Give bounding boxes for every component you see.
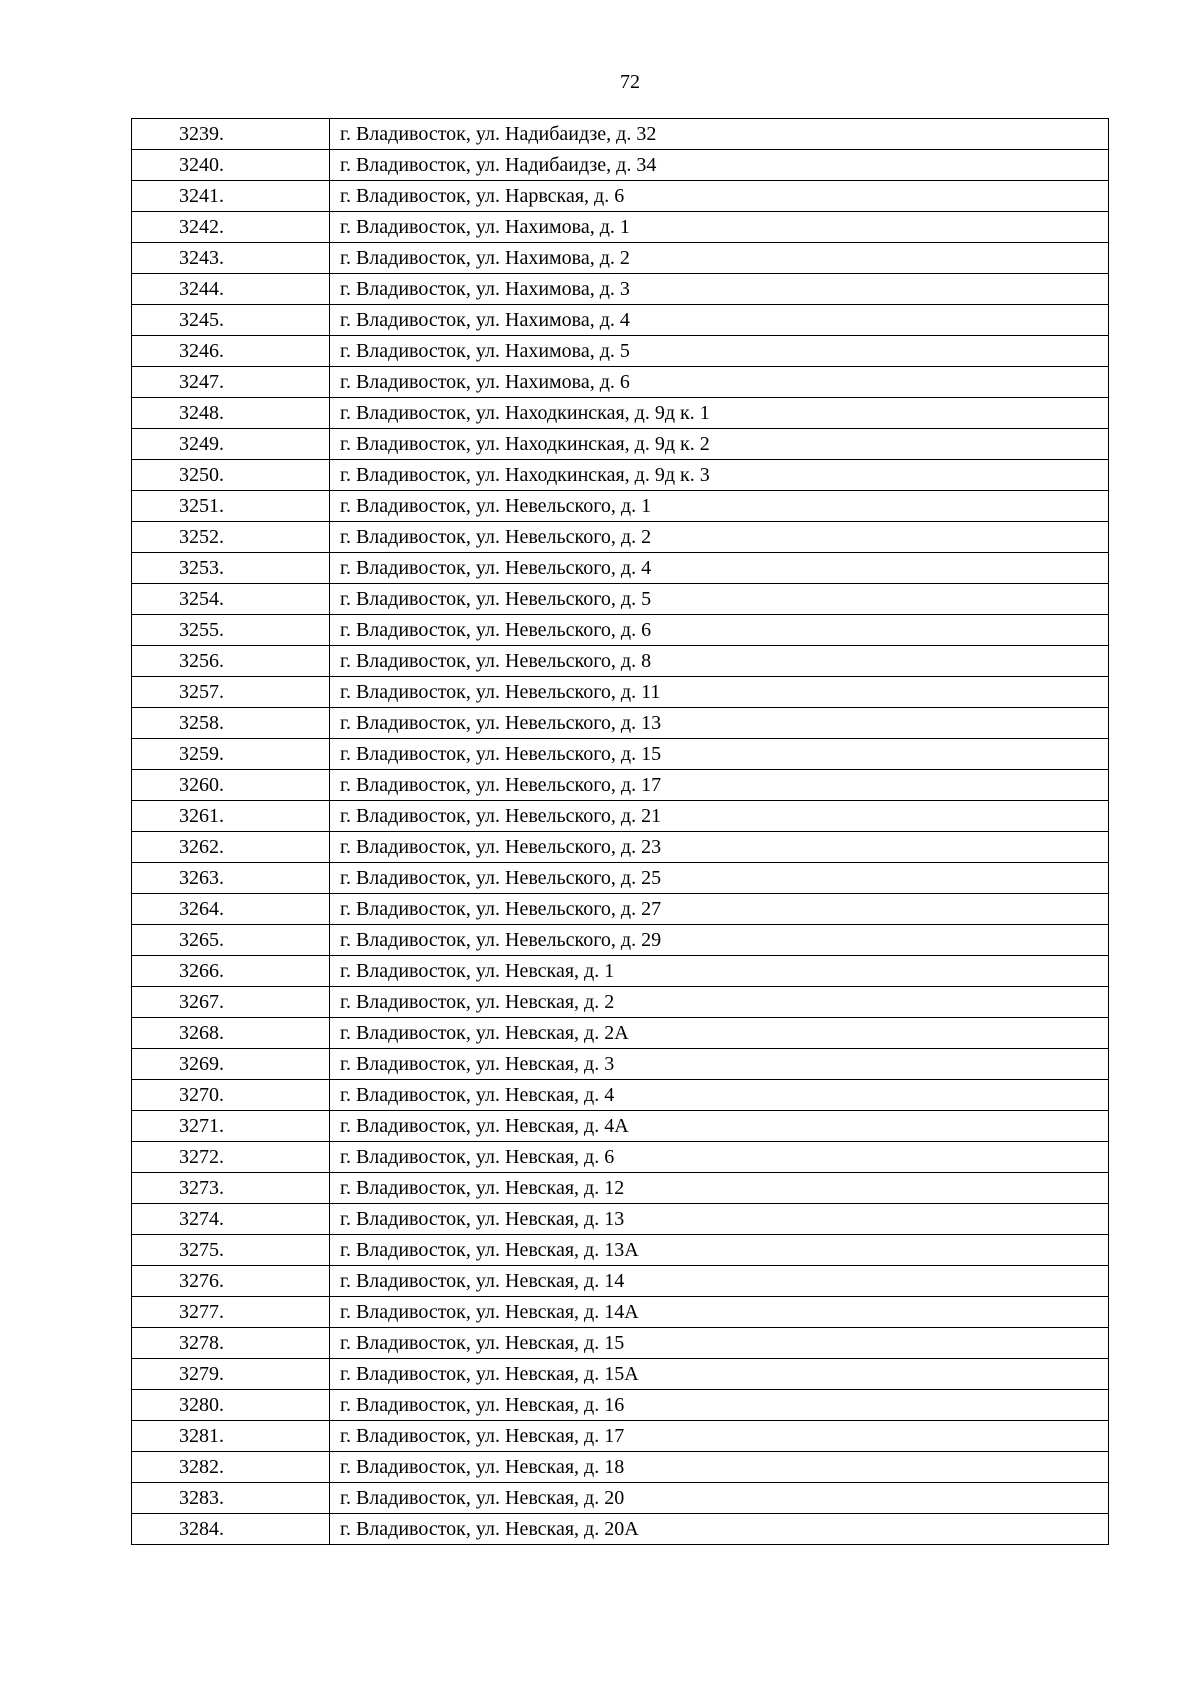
table-row: [132, 336, 1109, 367]
row-number: 3250.: [132, 460, 330, 491]
row-number: 3279.: [132, 1359, 330, 1390]
table-row: [132, 1328, 1109, 1359]
row-number: 3266.: [132, 956, 330, 987]
row-address: г. Владивосток, ул. Нарвская, д. 6: [330, 181, 1109, 212]
row-number: 3280.: [132, 1390, 330, 1421]
row-address: г. Владивосток, ул. Надибаидзе, д. 34: [330, 150, 1109, 181]
row-number: 3264.: [132, 894, 330, 925]
row-number: 3276.: [132, 1266, 330, 1297]
table-row: [132, 770, 1109, 801]
row-address: г. Владивосток, ул. Невская, д. 15: [330, 1328, 1109, 1359]
table-row: [132, 553, 1109, 584]
row-number: 3254.: [132, 584, 330, 615]
row-address: г. Владивосток, ул. Находкинская, д. 9д к. 1: [330, 398, 1109, 429]
row-address: г. Владивосток, ул. Надибаидзе, д. 32: [330, 119, 1109, 150]
row-number: 3269.: [132, 1049, 330, 1080]
table-row: [132, 429, 1109, 460]
table-row: [132, 212, 1109, 243]
table-row: [132, 1390, 1109, 1421]
row-number: 3249.: [132, 429, 330, 460]
row-address: г. Владивосток, ул. Невская, д. 13А: [330, 1235, 1109, 1266]
table-row: [132, 956, 1109, 987]
table-row: [132, 987, 1109, 1018]
row-address: г. Владивосток, ул. Невская, д. 20: [330, 1483, 1109, 1514]
table-row: [132, 615, 1109, 646]
row-number: 3245.: [132, 305, 330, 336]
table-row: [132, 801, 1109, 832]
row-address: г. Владивосток, ул. Невская, д. 4А: [330, 1111, 1109, 1142]
table-row: [132, 491, 1109, 522]
table-row: [132, 1421, 1109, 1452]
row-address: г. Владивосток, ул. Невская, д. 18: [330, 1452, 1109, 1483]
row-address: г. Владивосток, ул. Невская, д. 13: [330, 1204, 1109, 1235]
row-number: 3265.: [132, 925, 330, 956]
row-address: г. Владивосток, ул. Невская, д. 14А: [330, 1297, 1109, 1328]
table-row: [132, 119, 1109, 150]
row-number: 3271.: [132, 1111, 330, 1142]
row-address: г. Владивосток, ул. Невская, д. 1: [330, 956, 1109, 987]
row-address: г. Владивосток, ул. Нахимова, д. 6: [330, 367, 1109, 398]
row-number: 3253.: [132, 553, 330, 584]
table-row: [132, 181, 1109, 212]
row-number: 3273.: [132, 1173, 330, 1204]
row-number: 3251.: [132, 491, 330, 522]
row-address: г. Владивосток, ул. Невельского, д. 27: [330, 894, 1109, 925]
table-row: [132, 367, 1109, 398]
table-row: [132, 739, 1109, 770]
table-row: [132, 584, 1109, 615]
row-address: г. Владивосток, ул. Нахимова, д. 2: [330, 243, 1109, 274]
row-address: г. Владивосток, ул. Находкинская, д. 9д к. 2: [330, 429, 1109, 460]
row-address: г. Владивосток, ул. Невская, д. 2: [330, 987, 1109, 1018]
row-number: 3267.: [132, 987, 330, 1018]
row-address: г. Владивосток, ул. Невельского, д. 8: [330, 646, 1109, 677]
row-address: г. Владивосток, ул. Невская, д. 4: [330, 1080, 1109, 1111]
table-row: [132, 1514, 1109, 1545]
row-number: 3240.: [132, 150, 330, 181]
row-address: г. Владивосток, ул. Невельского, д. 25: [330, 863, 1109, 894]
row-number: 3246.: [132, 336, 330, 367]
row-address: г. Владивосток, ул. Невельского, д. 29: [330, 925, 1109, 956]
row-address: г. Владивосток, ул. Невская, д. 15А: [330, 1359, 1109, 1390]
row-number: 3255.: [132, 615, 330, 646]
row-address: г. Владивосток, ул. Невельского, д. 15: [330, 739, 1109, 770]
row-number: 3256.: [132, 646, 330, 677]
row-address: г. Владивосток, ул. Невельского, д. 5: [330, 584, 1109, 615]
row-number: 3275.: [132, 1235, 330, 1266]
row-number: 3257.: [132, 677, 330, 708]
address-table-body: [132, 119, 1109, 1545]
table-row: [132, 646, 1109, 677]
row-number: 3263.: [132, 863, 330, 894]
row-number: 3239.: [132, 119, 330, 150]
table-row: [132, 1049, 1109, 1080]
table-row: [132, 677, 1109, 708]
table-row: [132, 1359, 1109, 1390]
table-row: [132, 1173, 1109, 1204]
row-number: 3274.: [132, 1204, 330, 1235]
row-address: г. Владивосток, ул. Невская, д. 17: [330, 1421, 1109, 1452]
table-row: [132, 925, 1109, 956]
row-address: г. Владивосток, ул. Невская, д. 20А: [330, 1514, 1109, 1545]
table-row: [132, 1452, 1109, 1483]
row-address: г. Владивосток, ул. Невельского, д. 13: [330, 708, 1109, 739]
table-row: [132, 460, 1109, 491]
table-row: [132, 398, 1109, 429]
row-address: г. Владивосток, ул. Невельского, д. 1: [330, 491, 1109, 522]
table-row: [132, 1142, 1109, 1173]
row-number: 3261.: [132, 801, 330, 832]
table-row: [132, 243, 1109, 274]
row-number: 3282.: [132, 1452, 330, 1483]
row-address: г. Владивосток, ул. Находкинская, д. 9д к. 3: [330, 460, 1109, 491]
row-address: г. Владивосток, ул. Нахимова, д. 5: [330, 336, 1109, 367]
row-number: 3268.: [132, 1018, 330, 1049]
row-address: г. Владивосток, ул. Невельского, д. 2: [330, 522, 1109, 553]
row-number: 3284.: [132, 1514, 330, 1545]
row-address: г. Владивосток, ул. Нахимова, д. 1: [330, 212, 1109, 243]
row-address: г. Владивосток, ул. Невельского, д. 21: [330, 801, 1109, 832]
table-row: [132, 522, 1109, 553]
table-row: [132, 150, 1109, 181]
table-row: [132, 1266, 1109, 1297]
table-row: [132, 1080, 1109, 1111]
table-row: [132, 274, 1109, 305]
row-number: 3281.: [132, 1421, 330, 1452]
row-number: 3242.: [132, 212, 330, 243]
table-row: [132, 708, 1109, 739]
row-address: г. Владивосток, ул. Невельского, д. 6: [330, 615, 1109, 646]
row-number: 3283.: [132, 1483, 330, 1514]
table-row: [132, 894, 1109, 925]
table-row: [132, 1297, 1109, 1328]
row-number: 3258.: [132, 708, 330, 739]
row-number: 3248.: [132, 398, 330, 429]
row-number: 3272.: [132, 1142, 330, 1173]
row-address: г. Владивосток, ул. Невская, д. 3: [330, 1049, 1109, 1080]
row-address: г. Владивосток, ул. Невская, д. 2А: [330, 1018, 1109, 1049]
table-row: [132, 832, 1109, 863]
table-row: [132, 305, 1109, 336]
row-number: 3278.: [132, 1328, 330, 1359]
row-number: 3243.: [132, 243, 330, 274]
row-number: 3259.: [132, 739, 330, 770]
table-row: [132, 1483, 1109, 1514]
row-address: г. Владивосток, ул. Невельского, д. 11: [330, 677, 1109, 708]
row-address: г. Владивосток, ул. Невская, д. 16: [330, 1390, 1109, 1421]
row-number: 3252.: [132, 522, 330, 553]
table-row: [132, 863, 1109, 894]
table-row: [132, 1235, 1109, 1266]
table-row: [132, 1204, 1109, 1235]
page-number: 72: [620, 71, 640, 93]
table-row: [132, 1111, 1109, 1142]
table-row: [132, 1018, 1109, 1049]
row-address: г. Владивосток, ул. Невская, д. 12: [330, 1173, 1109, 1204]
row-address: г. Владивосток, ул. Нахимова, д. 3: [330, 274, 1109, 305]
row-number: 3260.: [132, 770, 330, 801]
row-address: г. Владивосток, ул. Невельского, д. 23: [330, 832, 1109, 863]
row-address: г. Владивосток, ул. Невская, д. 6: [330, 1142, 1109, 1173]
row-number: 3247.: [132, 367, 330, 398]
row-address: г. Владивосток, ул. Невельского, д. 17: [330, 770, 1109, 801]
row-number: 3270.: [132, 1080, 330, 1111]
row-address: г. Владивосток, ул. Невельского, д. 4: [330, 553, 1109, 584]
address-table: [131, 118, 1109, 1545]
row-number: 3241.: [132, 181, 330, 212]
row-address: г. Владивосток, ул. Невская, д. 14: [330, 1266, 1109, 1297]
row-number: 3277.: [132, 1297, 330, 1328]
row-number: 3244.: [132, 274, 330, 305]
row-number: 3262.: [132, 832, 330, 863]
row-address: г. Владивосток, ул. Нахимова, д. 4: [330, 305, 1109, 336]
